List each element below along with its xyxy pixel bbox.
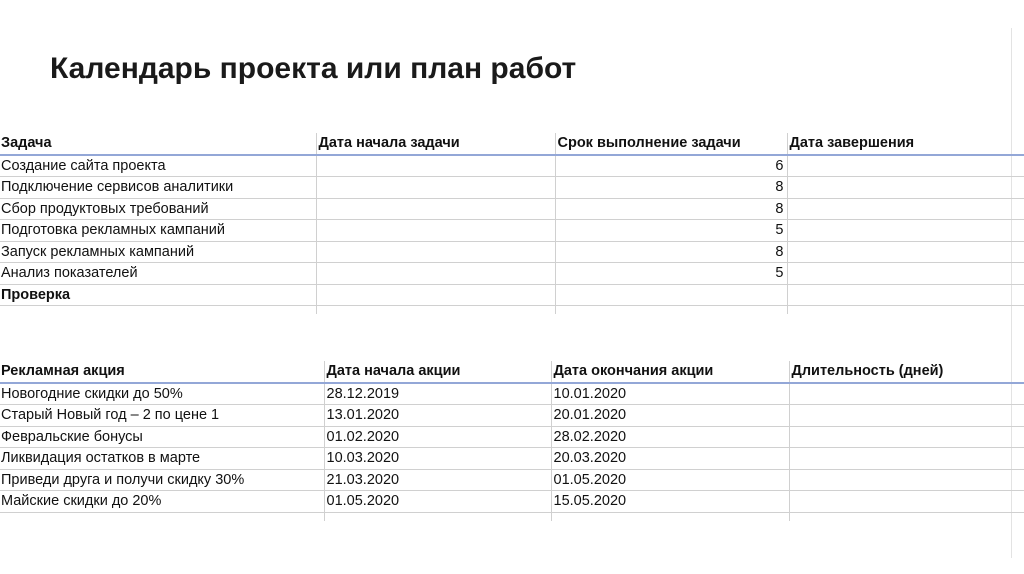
task-name-cell[interactable]: Создание сайта проекта bbox=[0, 155, 316, 177]
table-row bbox=[0, 405, 1024, 427]
task-name-cell[interactable]: Подключение сервисов аналитики bbox=[0, 177, 316, 199]
task-end-cell[interactable] bbox=[787, 263, 1024, 285]
promo-end-cell[interactable]: 15.05.2020 bbox=[551, 491, 789, 513]
task-duration-cell[interactable]: 6 bbox=[555, 155, 787, 177]
table-row bbox=[0, 491, 1024, 513]
task-start-cell[interactable] bbox=[316, 155, 555, 177]
promo-start-cell[interactable]: 21.03.2020 bbox=[324, 469, 551, 491]
table-row bbox=[0, 241, 1024, 263]
header-end-date: Дата завершения bbox=[787, 133, 1024, 155]
header-promo-end: Дата окончания акции bbox=[551, 361, 789, 383]
header-start-date: Дата начала задачи bbox=[316, 133, 555, 155]
task-start-cell[interactable] bbox=[316, 284, 555, 306]
header-duration: Срок выполнение задачи bbox=[555, 133, 787, 155]
promo-start-cell[interactable]: 13.01.2020 bbox=[324, 405, 551, 427]
table-row bbox=[0, 426, 1024, 448]
tasks-table bbox=[0, 133, 1024, 314]
promo-end-cell[interactable]: 28.02.2020 bbox=[551, 426, 789, 448]
promo-length-cell[interactable] bbox=[789, 383, 1024, 405]
header-task: Задача bbox=[0, 133, 316, 155]
table-row bbox=[0, 383, 1024, 405]
table-row-tail bbox=[0, 512, 1024, 521]
page-title: Календарь проекта или план работ bbox=[50, 52, 577, 85]
promo-length-cell[interactable] bbox=[789, 469, 1024, 491]
table-row bbox=[0, 155, 1024, 177]
task-name-cell[interactable]: Анализ показателей bbox=[0, 263, 316, 285]
header-promo-length: Длительность (дней) bbox=[789, 361, 1024, 383]
table-row bbox=[0, 263, 1024, 285]
task-start-cell[interactable] bbox=[316, 241, 555, 263]
task-name-cell[interactable]: Сбор продуктовых требований bbox=[0, 198, 316, 220]
table-row bbox=[0, 284, 1024, 306]
table-row-tail bbox=[0, 306, 1024, 315]
task-name-cell[interactable]: Проверка bbox=[0, 284, 316, 306]
promo-name-cell[interactable]: Новогодние скидки до 50% bbox=[0, 383, 324, 405]
promo-table bbox=[0, 361, 1024, 521]
promo-end-cell[interactable]: 10.01.2020 bbox=[551, 383, 789, 405]
table-row bbox=[0, 177, 1024, 199]
promo-start-cell[interactable]: 01.05.2020 bbox=[324, 491, 551, 513]
promo-start-cell[interactable]: 10.03.2020 bbox=[324, 448, 551, 470]
promo-length-cell[interactable] bbox=[789, 491, 1024, 513]
task-name-cell[interactable]: Запуск рекламных кампаний bbox=[0, 241, 316, 263]
task-start-cell[interactable] bbox=[316, 198, 555, 220]
promo-header-row bbox=[0, 361, 1024, 383]
promo-start-cell[interactable]: 28.12.2019 bbox=[324, 383, 551, 405]
tasks-header-row bbox=[0, 133, 1024, 155]
promo-end-cell[interactable]: 20.01.2020 bbox=[551, 405, 789, 427]
task-duration-cell[interactable]: 8 bbox=[555, 177, 787, 199]
task-end-cell[interactable] bbox=[787, 198, 1024, 220]
task-name-cell[interactable]: Подготовка рекламных кампаний bbox=[0, 220, 316, 242]
promo-start-cell[interactable]: 01.02.2020 bbox=[324, 426, 551, 448]
table-row bbox=[0, 198, 1024, 220]
task-end-cell[interactable] bbox=[787, 155, 1024, 177]
promo-name-cell[interactable]: Ликвидация остатков в марте bbox=[0, 448, 324, 470]
header-promo: Рекламная акция bbox=[0, 361, 324, 383]
header-promo-start: Дата начала акции bbox=[324, 361, 551, 383]
task-duration-cell[interactable]: 8 bbox=[555, 241, 787, 263]
promo-name-cell[interactable]: Приведи друга и получи скидку 30% bbox=[0, 469, 324, 491]
table-row bbox=[0, 469, 1024, 491]
promo-end-cell[interactable]: 20.03.2020 bbox=[551, 448, 789, 470]
promo-length-cell[interactable] bbox=[789, 448, 1024, 470]
promo-name-cell[interactable]: Февральские бонусы bbox=[0, 426, 324, 448]
task-end-cell[interactable] bbox=[787, 241, 1024, 263]
task-end-cell[interactable] bbox=[787, 284, 1024, 306]
task-start-cell[interactable] bbox=[316, 220, 555, 242]
promo-end-cell[interactable]: 01.05.2020 bbox=[551, 469, 789, 491]
task-duration-cell[interactable]: 5 bbox=[555, 220, 787, 242]
task-end-cell[interactable] bbox=[787, 177, 1024, 199]
promo-length-cell[interactable] bbox=[789, 405, 1024, 427]
task-start-cell[interactable] bbox=[316, 263, 555, 285]
task-end-cell[interactable] bbox=[787, 220, 1024, 242]
task-start-cell[interactable] bbox=[316, 177, 555, 199]
table-row bbox=[0, 448, 1024, 470]
task-duration-cell[interactable] bbox=[555, 284, 787, 306]
promo-name-cell[interactable]: Майские скидки до 20% bbox=[0, 491, 324, 513]
promo-name-cell[interactable]: Старый Новый год – 2 по цене 1 bbox=[0, 405, 324, 427]
table-row bbox=[0, 220, 1024, 242]
promo-length-cell[interactable] bbox=[789, 426, 1024, 448]
task-duration-cell[interactable]: 5 bbox=[555, 263, 787, 285]
task-duration-cell[interactable]: 8 bbox=[555, 198, 787, 220]
